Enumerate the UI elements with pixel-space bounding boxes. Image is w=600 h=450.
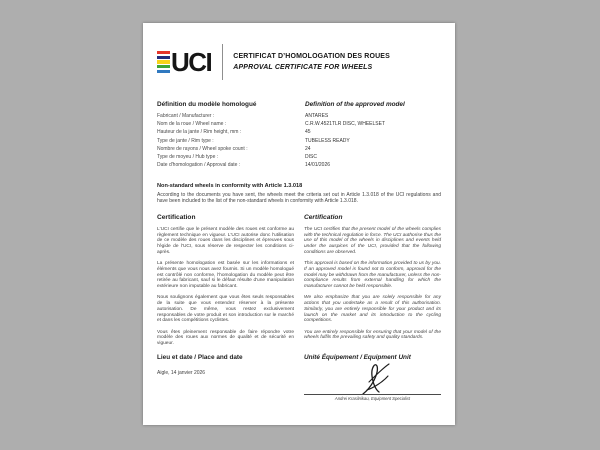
- certificate-title-fr: CERTIFICAT D’HOMOLOGATION DES ROUES: [233, 53, 390, 61]
- certification-paragraph-fr-2: La présente homologation est basée sur les informations et éléments que vous nous avez fournis. Si un modèle homologué est contrôlé non conforme, l'homologation du modèle peut être retirée au fabricant, sauf si le défaut résulte d'une manipulation extérieure non imputable au fabricant.: [157, 261, 294, 290]
- certificate-titles: [233, 53, 390, 71]
- certification-paragraph-fr-3: Nous soulignons également que vous êtes seuls responsables de la suite que vous entendez réserver à la présente autorisation. De même, vous restez exclusivement responsables de votre produit et son introduction sur le marché et dans les compétitions cyclistes.: [157, 295, 294, 324]
- definition-row-hub-type: [157, 154, 441, 162]
- definition-heading-en: Definition of the approved model: [305, 101, 405, 108]
- certificate-header: [157, 44, 441, 80]
- definition-row-rim-type: [157, 138, 441, 146]
- approval-date-label: Date d'homologation / Approval date :: [157, 162, 241, 169]
- signature-block: [304, 361, 441, 402]
- definition-row-approval-date: [157, 162, 441, 170]
- certification-paragraph-en-4: You are entirely responsible for ensuring that your model of the wheels fulfils the prevailing safety and quality standards.: [304, 329, 441, 341]
- nonstandard-section: [157, 183, 441, 204]
- certification-paragraph-en-3: We also emphasize that you are solely responsible for any actions that you undertake as a result of this authorisation. Similarly, you are entirely responsible for your product and its launch on the market and its introduction to the cycling competitions.: [304, 295, 441, 324]
- signer-name: Andrei Krasilnikau, Equipment Specialist: [334, 396, 411, 402]
- place-date-block: [157, 354, 294, 402]
- nonstandard-body: According to the documents you have sent, the wheels meet the criteria set out in Article 1.3.018 of the UCI regulations and have been included to the list of the non-standard wheels in conformity with Article 1.3.018.: [157, 191, 441, 204]
- certification-section: [157, 214, 441, 347]
- wheel-name-label: Nom de la roue / Wheel name :: [157, 121, 227, 128]
- hub-type-value: DISC: [305, 153, 317, 160]
- certification-heading-fr: Certification: [157, 214, 196, 222]
- place-date-value: Aigle, 14 janvier 2026: [157, 369, 206, 376]
- certification-column-fr: [157, 214, 294, 347]
- signature-image: [333, 362, 413, 396]
- approval-date-value: 14/01/2026: [305, 162, 331, 169]
- nonstandard-heading: Non-standard wheels in conformity with Article 1.3.018: [157, 183, 303, 190]
- manufacturer-label: Fabricant / Manufacturer :: [157, 113, 215, 119]
- definition-row-wheel-name: [157, 121, 441, 129]
- place-date-heading: Lieu et date / Place and date: [157, 353, 243, 361]
- spoke-count-label: Nombre de rayons / Wheel spoke count :: [157, 145, 248, 152]
- uci-logo: [157, 47, 212, 77]
- certificate-title-en: APPROVAL CERTIFICATE FOR WHEELS: [233, 63, 373, 71]
- manufacturer-value: ANTARES: [305, 113, 329, 119]
- definition-heading-fr: Définition du modèle homologué: [157, 101, 257, 108]
- certification-paragraph-fr-1: L'UCI certifie que le présent modèle des roues est conforme au règlement technique en vigueur. L'UCI autorise donc l'utilisation de ce modèle des roues dans les disciplines et épreuves sous l'égide de l'UCI, sous réserve de respecter les conditions ci-après.: [157, 226, 294, 255]
- rim-type-label: Type de jante / Rim type :: [157, 137, 214, 144]
- certification-paragraph-en-2: This approval is based on the information provided to us by you. If an approved model is found not to conform, approval for the model may be withdrawn from the manufacturer, unless the non-compliance results from external handling for which the manufacturer cannot be held responsible.: [304, 261, 441, 290]
- definition-table: [157, 113, 441, 170]
- equipment-unit-block: [304, 354, 441, 402]
- certification-column-en: [304, 214, 441, 347]
- rim-type-value: TUBELESS READY: [305, 137, 350, 144]
- certification-heading-en: Certification: [304, 214, 343, 222]
- rim-height-value: 45: [305, 129, 311, 136]
- equipment-unit-heading: Unité Équipement / Equipment Unit: [304, 353, 411, 361]
- uci-wordmark: UCI: [171, 47, 212, 77]
- definition-row-manufacturer: [157, 113, 441, 121]
- definition-row-rim-height: [157, 129, 441, 137]
- certification-paragraph-fr-4: Vous êtes pleinement responsable de faire répondre votre modèle des roues aux normes de qualité et de sécurité en vigueur.: [157, 329, 294, 347]
- hub-type-label: Type de moyeu / Hub type :: [157, 153, 219, 160]
- footer-section: [157, 354, 441, 402]
- uci-rainbow-stripes-icon: [157, 51, 170, 73]
- wheel-name-value: C.R.W.4521TLR DISC, WHEELSET: [305, 121, 386, 128]
- spoke-count-value: 24: [305, 145, 311, 152]
- certification-paragraph-en-1: The UCI certifies that the present model of the wheels complies with the technical regulation in force. The UCI authorise thus the use of this model of the wheels in disciplines and events held under the auspices of the UCI, provided that the following conditions are observed.: [304, 226, 441, 255]
- definition-row-spoke-count: [157, 146, 441, 154]
- signature-line: [304, 394, 441, 395]
- definition-section: [157, 101, 441, 170]
- header-divider: [222, 44, 223, 80]
- certificate-page: [143, 23, 455, 425]
- rim-height-label: Hauteur de la jante / Rim height, mm :: [157, 129, 242, 136]
